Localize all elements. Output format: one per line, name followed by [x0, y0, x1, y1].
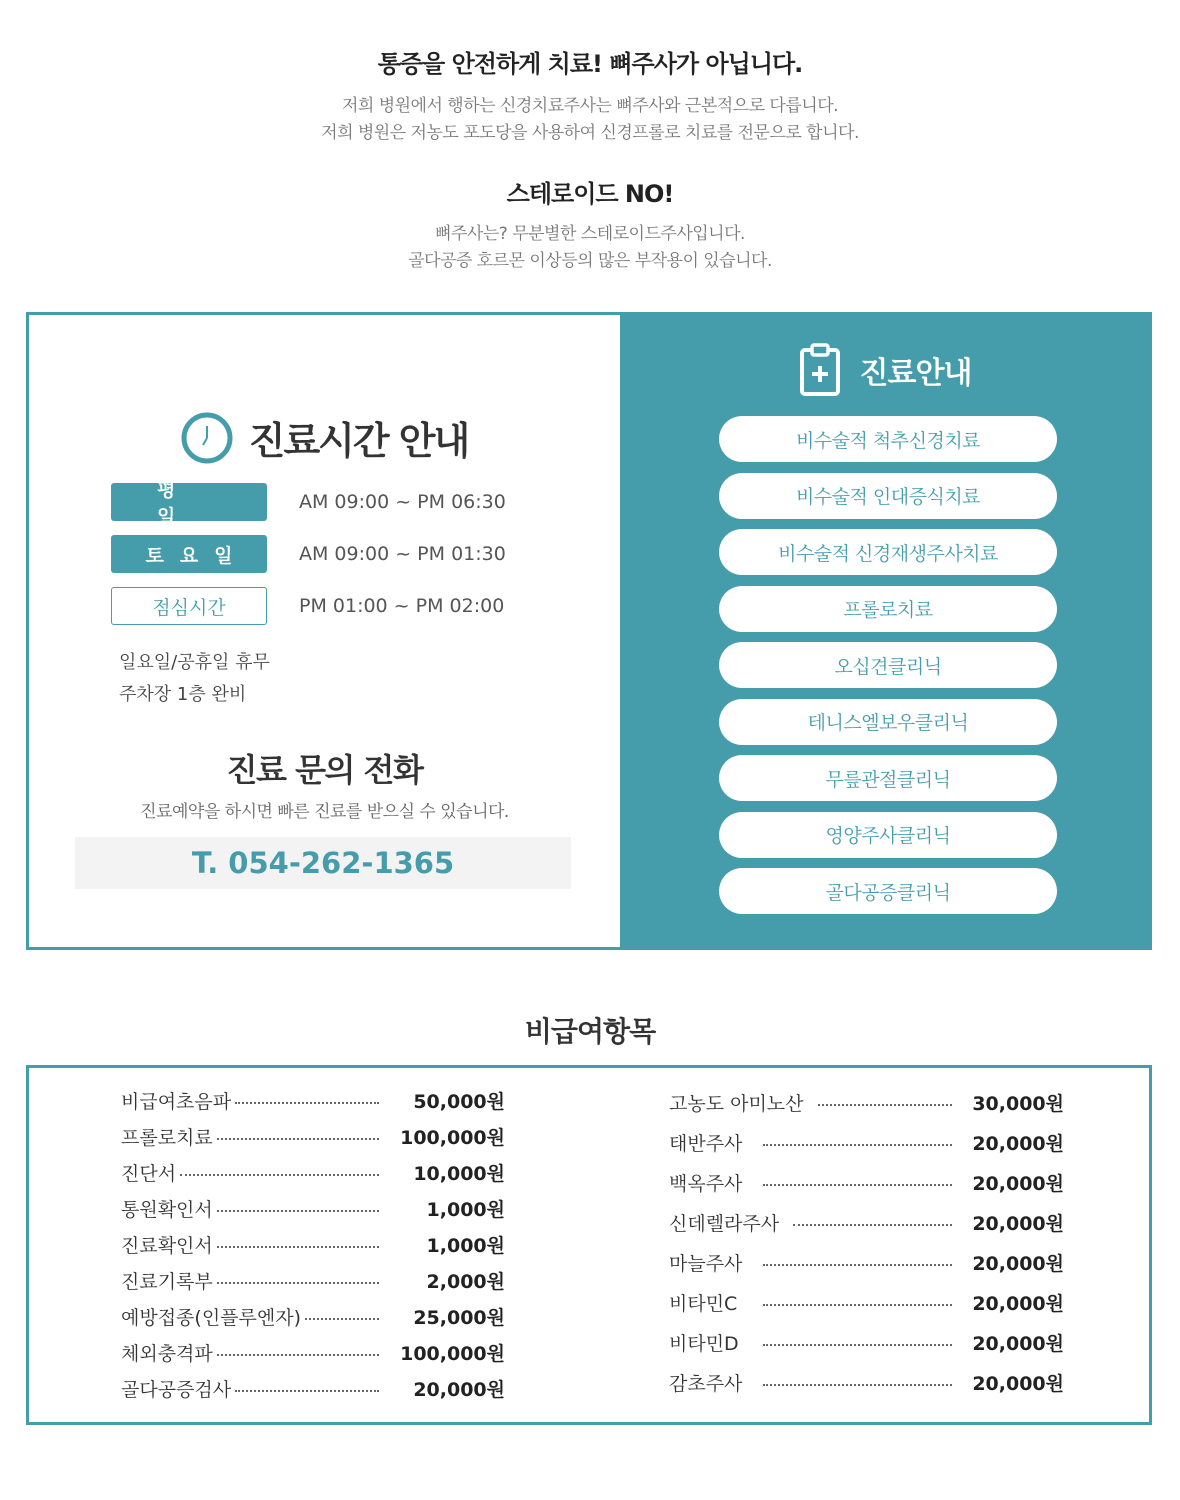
- dot-leader: [763, 1144, 952, 1146]
- fee-price: 1,000원: [426, 1198, 505, 1221]
- service-nutrition-injection[interactable]: 영양주사클리닉: [719, 812, 1057, 858]
- dot-leader: [180, 1174, 379, 1176]
- fee-price: 20,000원: [972, 1172, 1064, 1195]
- services-header: [620, 343, 1149, 397]
- fee-name: 비타민D: [669, 1332, 739, 1355]
- dot-leader: [217, 1138, 379, 1140]
- fee-name: 감초주사: [669, 1372, 743, 1395]
- holiday-note: 일요일/공휴일 휴무: [119, 652, 270, 673]
- fees-left-column: [121, 1082, 505, 1406]
- clock-icon: [181, 412, 233, 464]
- service-prolo[interactable]: 프롤로치료: [719, 586, 1057, 632]
- dot-leader: [235, 1102, 379, 1104]
- fee-row: [121, 1226, 505, 1262]
- service-osteoporosis[interactable]: 골다공증클리닉: [719, 868, 1057, 914]
- fee-row: [669, 1202, 1064, 1242]
- services-panel: [620, 315, 1149, 947]
- fee-name: 진료확인서: [121, 1234, 213, 1257]
- dot-leader: [763, 1304, 952, 1306]
- fee-price: 2,000원: [426, 1270, 505, 1293]
- fee-name: 예방접종(인플루엔자): [121, 1306, 302, 1329]
- hours-row-saturday: [111, 535, 506, 573]
- dot-leader: [763, 1384, 952, 1386]
- service-ligament[interactable]: 비수술적 인대증식치료: [719, 473, 1057, 519]
- dot-leader: [217, 1246, 379, 1248]
- fee-name: 태반주사: [669, 1132, 743, 1155]
- fee-name: 통원확인서: [121, 1198, 213, 1221]
- fee-name: 진단서: [121, 1162, 177, 1185]
- fee-row: [121, 1370, 505, 1406]
- call-subtitle: 진료예약을 하시면 빠른 진료를 받으실 수 있습니다.: [140, 802, 509, 822]
- fees-right-column: [669, 1082, 1064, 1402]
- dot-leader: [793, 1224, 952, 1226]
- saturday-tag: 토요일: [111, 535, 267, 573]
- fee-row: [121, 1082, 505, 1118]
- dot-leader: [305, 1318, 379, 1320]
- fee-row: [121, 1334, 505, 1370]
- fee-name: 비타민C: [669, 1292, 738, 1315]
- fees-title: 비급여항목: [524, 1015, 656, 1048]
- fee-row: [669, 1242, 1064, 1282]
- dot-leader: [217, 1210, 379, 1212]
- dot-leader: [763, 1184, 952, 1186]
- fee-price: 100,000원: [400, 1126, 505, 1149]
- fee-name: 체외충격파: [121, 1342, 213, 1365]
- hours-row-lunch: [111, 587, 504, 625]
- steroid-desc-line2: 골다공증 호르몬 이상등의 많은 부작용이 있습니다.: [408, 251, 772, 271]
- services-title: 진료안내: [859, 356, 972, 391]
- fee-price: 20,000원: [972, 1292, 1064, 1315]
- dot-leader: [818, 1104, 952, 1106]
- fee-price: 20,000원: [413, 1378, 505, 1401]
- fee-price: 30,000원: [972, 1092, 1064, 1115]
- fee-row: [669, 1282, 1064, 1322]
- saturday-time: AM 09:00 ~ PM 01:30: [299, 543, 506, 565]
- fee-name: 골다공증검사: [121, 1378, 232, 1401]
- service-spine[interactable]: 비수술적 척추신경치료: [719, 416, 1057, 462]
- fee-name: 고농도 아미노산: [669, 1092, 804, 1115]
- hours-notes: [119, 647, 270, 711]
- fee-price: 10,000원: [413, 1162, 505, 1185]
- phone-number[interactable]: T. 054-262-1365: [75, 837, 571, 889]
- service-frozen-shoulder[interactable]: 오십견클리닉: [719, 642, 1057, 688]
- weekday-tag: 평일: [111, 483, 267, 521]
- fee-name: 비급여초음파: [121, 1090, 232, 1113]
- fee-price: 1,000원: [426, 1234, 505, 1257]
- fee-price: 100,000원: [400, 1342, 505, 1365]
- hours-title: 진료시간 안내: [248, 419, 469, 463]
- fee-price: 20,000원: [972, 1132, 1064, 1155]
- hours-panel: [29, 315, 620, 947]
- lunch-time: PM 01:00 ~ PM 02:00: [299, 595, 505, 617]
- fee-row: [121, 1262, 505, 1298]
- dot-leader: [235, 1390, 379, 1392]
- fee-name: 마늘주사: [669, 1252, 743, 1275]
- fee-row: [121, 1154, 505, 1190]
- fee-row: [121, 1190, 505, 1226]
- clinic-info-box: [26, 312, 1152, 950]
- intro-section: [0, 44, 1180, 147]
- fee-row: [669, 1082, 1064, 1122]
- weekday-time: AM 09:00 ~ PM 06:30: [299, 491, 506, 513]
- fee-price: 20,000원: [972, 1252, 1064, 1275]
- fee-name: 백옥주사: [669, 1172, 743, 1195]
- fee-price: 20,000원: [972, 1332, 1064, 1355]
- fee-name: 신데렐라주사: [669, 1212, 780, 1235]
- dot-leader: [763, 1264, 952, 1266]
- fee-price: 20,000원: [972, 1212, 1064, 1235]
- service-nerve-regeneration[interactable]: 비수술적 신경재생주사치료: [719, 529, 1057, 575]
- fee-row: [669, 1162, 1064, 1202]
- steroid-title: 스테로이드 NO!: [506, 180, 674, 208]
- lunch-tag: 점심시간: [111, 587, 267, 625]
- fee-price: 50,000원: [413, 1090, 505, 1113]
- clipboard-plus-icon: [798, 343, 842, 397]
- steroid-section: [0, 174, 1180, 275]
- fee-name: 진료기록부: [121, 1270, 213, 1293]
- fee-row: [121, 1298, 505, 1334]
- intro-title: 통증을 안전하게 치료! 뼈주사가 아닙니다.: [377, 50, 803, 78]
- services-list: [719, 416, 1057, 925]
- parking-note: 주차장 1층 완비: [119, 684, 247, 705]
- fee-row: [669, 1322, 1064, 1362]
- fees-box: [26, 1065, 1152, 1425]
- fee-row: [669, 1122, 1064, 1162]
- intro-desc-line1: 저희 병원에서 행하는 신경치료주사는 뼈주사와 근본적으로 다릅니다.: [341, 96, 839, 116]
- steroid-desc-line1: 뼈주사는? 무분별한 스테로이드주사입니다.: [435, 224, 745, 244]
- service-knee[interactable]: 무릎관절클리닉: [719, 755, 1057, 801]
- fee-price: 20,000원: [972, 1372, 1064, 1395]
- service-tennis-elbow[interactable]: 테니스엘보우클리닉: [719, 699, 1057, 745]
- fee-price: 25,000원: [413, 1306, 505, 1329]
- call-title: 진료 문의 전화: [226, 751, 423, 789]
- dot-leader: [217, 1282, 379, 1284]
- dot-leader: [763, 1344, 952, 1346]
- intro-desc-line2: 저희 병원은 저농도 포도당을 사용하여 신경프롤로 치료를 전문으로 합니다.: [321, 123, 859, 143]
- dot-leader: [217, 1354, 379, 1356]
- hours-header: [29, 410, 620, 465]
- fee-row: [669, 1362, 1064, 1402]
- fee-name: 프롤로치료: [121, 1126, 213, 1149]
- hours-row-weekday: [111, 479, 506, 528]
- fee-row: [121, 1118, 505, 1154]
